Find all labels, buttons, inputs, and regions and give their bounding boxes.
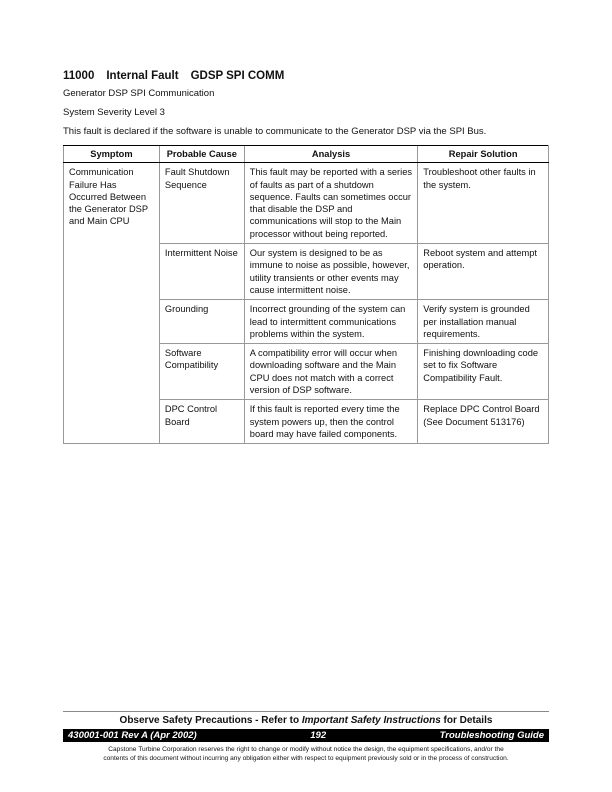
- fault-category: Internal Fault: [106, 70, 179, 82]
- repair-cell: Finishing downloading code set to fix Software Compatibility Fault.: [418, 344, 549, 400]
- symptom-cell: Communication Failure Has Occurred Between the Generator DSP and Main CPU: [64, 163, 160, 444]
- header-analysis: Analysis: [244, 146, 418, 163]
- safety-suffix: for Details: [440, 715, 493, 726]
- repair-cell: Reboot system and attempt operation.: [418, 244, 549, 300]
- cause-cell: Grounding: [159, 300, 244, 344]
- header-probable-cause: Probable Cause: [159, 146, 244, 163]
- fault-code: 11000: [63, 70, 95, 82]
- page-content: [63, 70, 549, 444]
- header-symptom: Symptom: [64, 146, 160, 163]
- fault-description: This fault is declared if the software is unable to communicate to the Generator DSP via the SPI Bus.: [63, 126, 487, 137]
- cause-cell: Intermittent Noise: [159, 244, 244, 300]
- cause-cell: DPC Control Board: [159, 400, 244, 444]
- table-row: [64, 163, 549, 244]
- disclaimer-line-1: Capstone Turbine Corporation reserves the right to change or modify without notice the design, the equipment specifications, and/or the: [108, 746, 504, 753]
- troubleshooting-table: [63, 145, 549, 444]
- analysis-cell: Incorrect grounding of the system can lead to intermittent communications problems within the system.: [244, 300, 418, 344]
- analysis-cell: This fault may be reported with a series of faults as part of a shutdown sequence. Faults can sometimes occur that disable the DSP and communications will stop to the Main processor without being reported.: [244, 163, 418, 244]
- disclaimer-line-2: contents of this document without incurring any obligation either with respect to equipment previously sold or in the process of construction.: [103, 755, 509, 762]
- safety-notice: [63, 711, 549, 726]
- safety-instructions-ref: Important Safety Instructions: [301, 715, 441, 726]
- repair-cell: Troubleshoot other faults in the system.: [418, 163, 549, 244]
- fault-heading: [63, 70, 549, 82]
- table-header-row: [64, 146, 549, 163]
- analysis-cell: If this fault is reported every time the system powers up, then the control board may have failed components.: [244, 400, 418, 444]
- repair-cell: Replace DPC Control Board (See Document 513176): [418, 400, 549, 444]
- document-id: 430001-001 Rev A (Apr 2002): [68, 730, 197, 741]
- repair-cell: Verify system is grounded per installation manual requirements.: [418, 300, 549, 344]
- analysis-cell: Our system is designed to be as immune to noise as possible, however, utility transients or other events may cause intermittent noise.: [244, 244, 418, 300]
- footer-bar: [63, 729, 549, 742]
- analysis-cell: A compatibility error will occur when downloading software and the Main CPU does not match with a correct version of DSP software.: [244, 344, 418, 400]
- cause-cell: Fault Shutdown Sequence: [159, 163, 244, 244]
- safety-prefix: Observe Safety Precautions - Refer to: [119, 715, 302, 726]
- page-number: 192: [310, 730, 327, 741]
- fault-name: GDSP SPI COMM: [190, 70, 285, 82]
- cause-cell: Software Compatibility: [159, 344, 244, 400]
- fault-subtitle: Generator DSP SPI Communication: [63, 88, 215, 99]
- guide-title: Troubleshooting Guide: [439, 730, 544, 741]
- severity-level: System Severity Level 3: [63, 107, 165, 118]
- header-repair-solution: Repair Solution: [418, 146, 549, 163]
- disclaimer: [63, 745, 549, 763]
